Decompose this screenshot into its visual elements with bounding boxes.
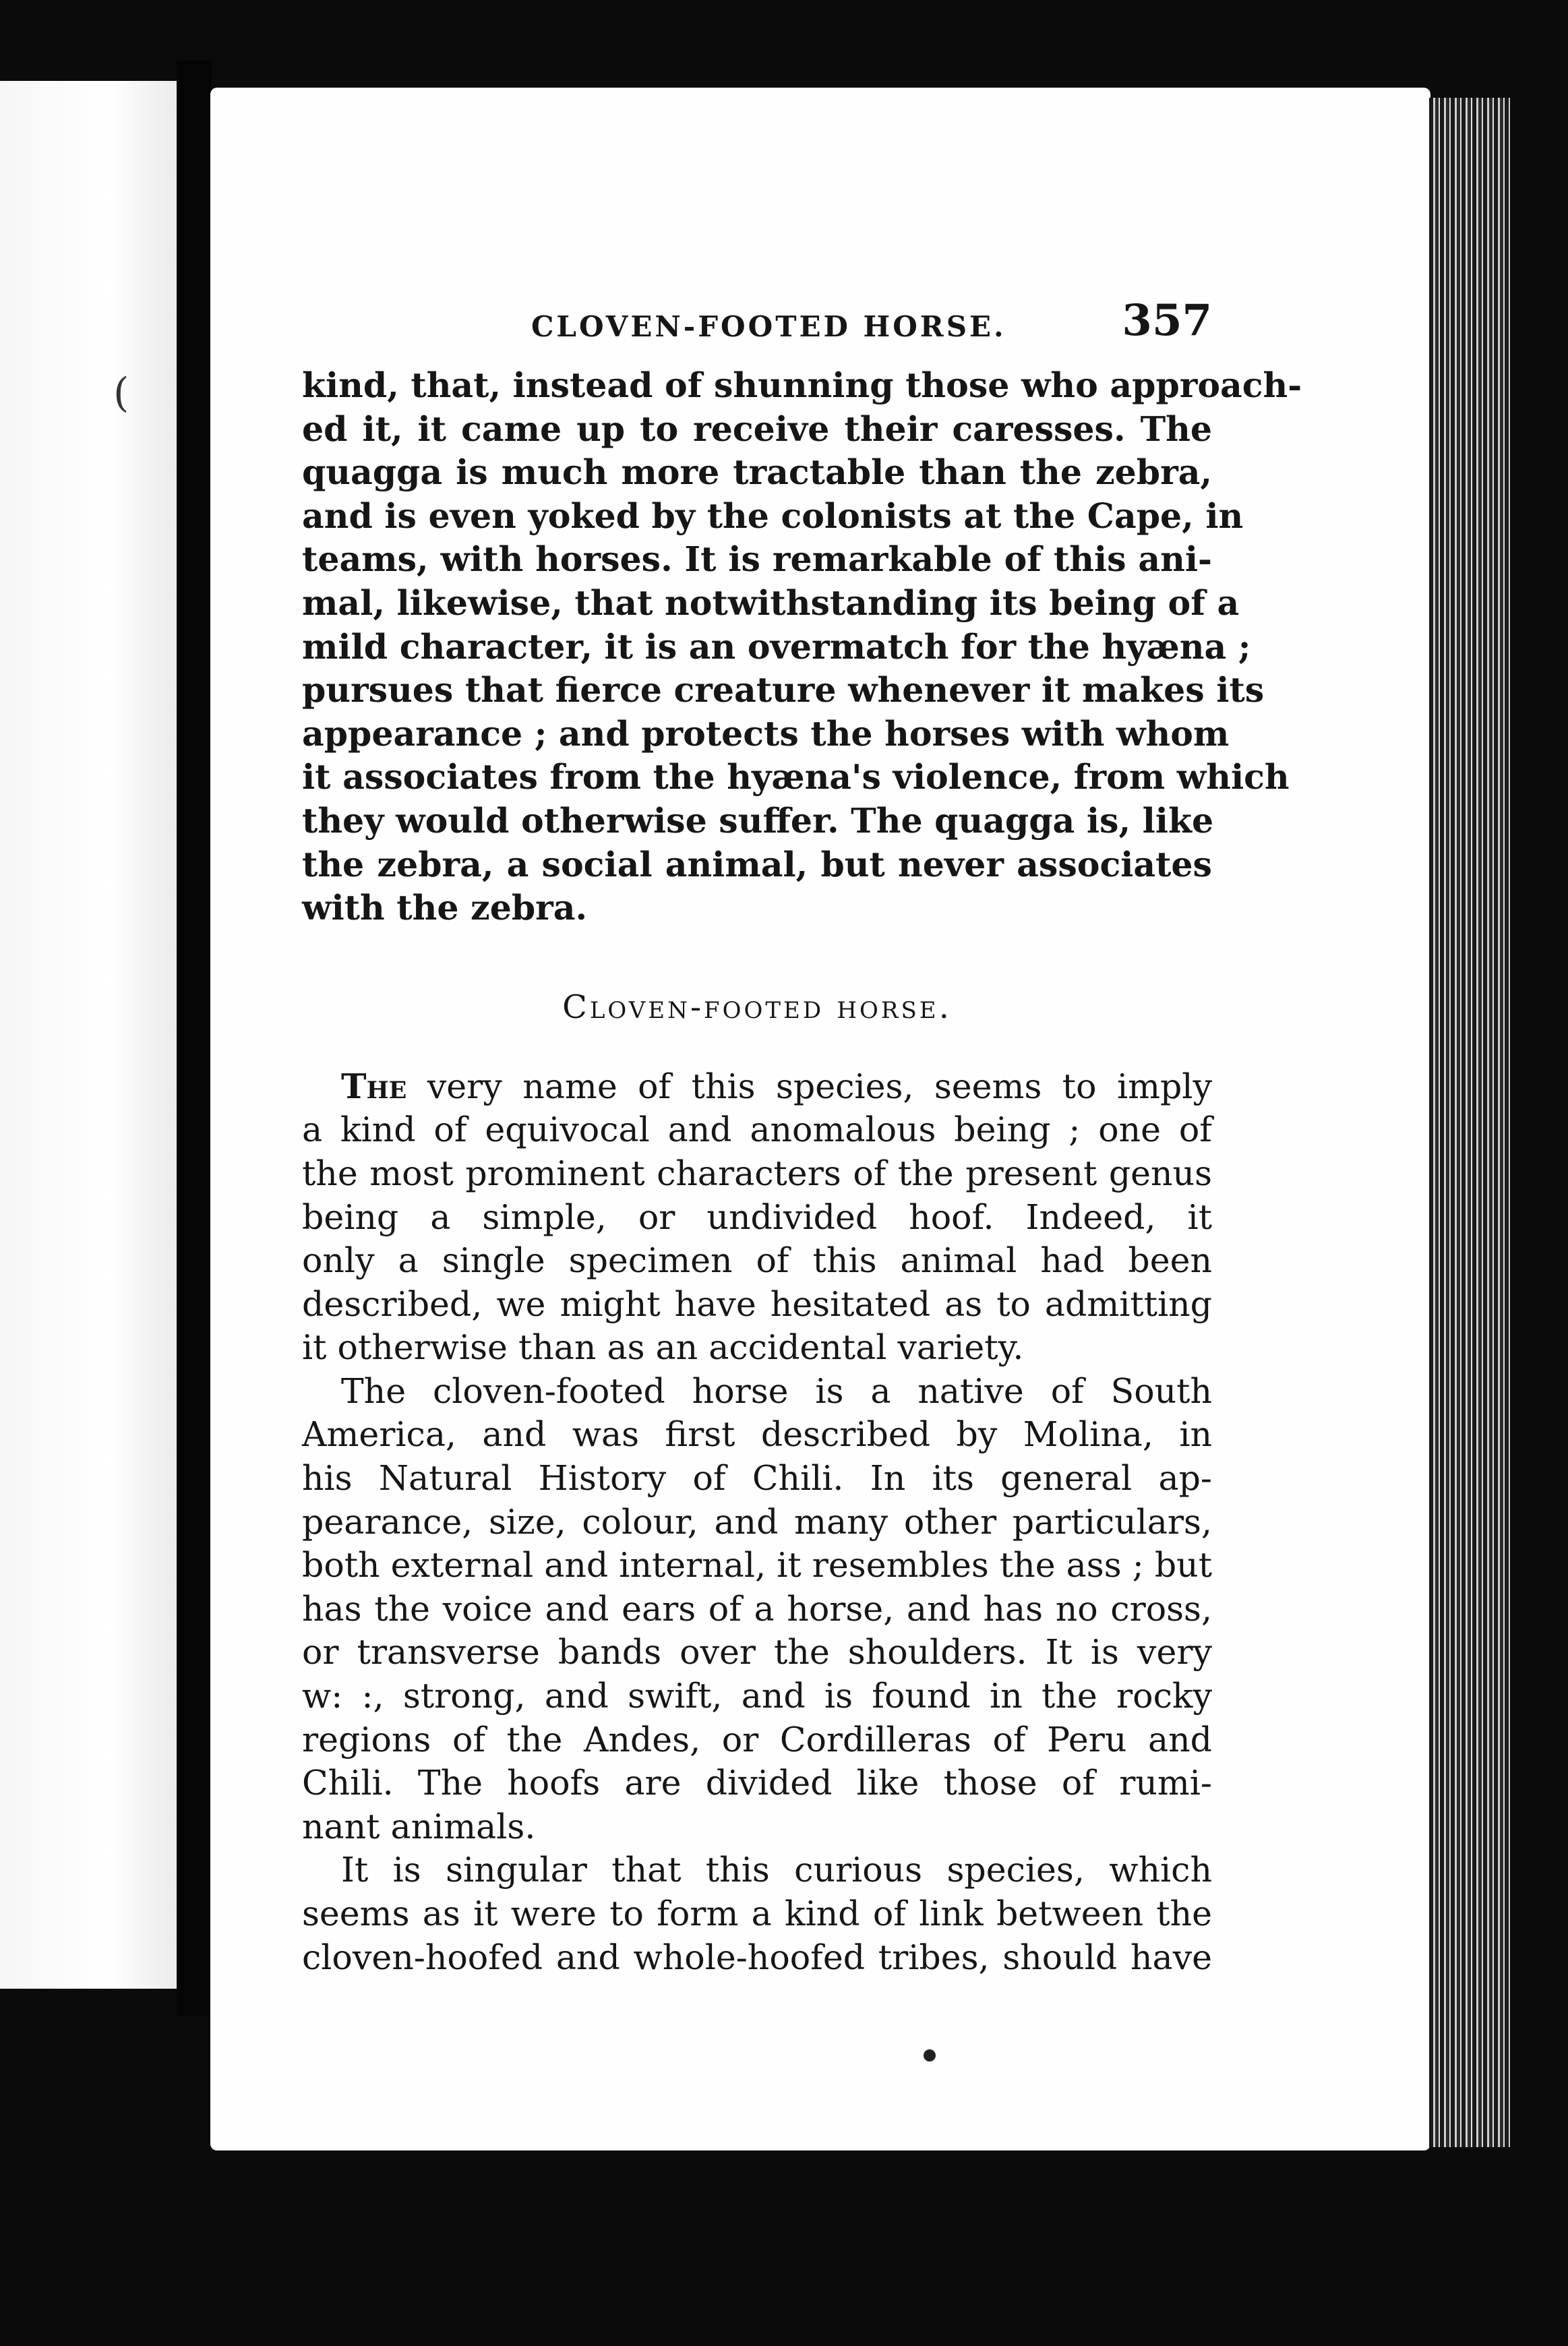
text-line: the zebra, a social animal, but never associates xyxy=(302,844,1212,884)
text-line: and is even yoked by the colonists at the Cape, in xyxy=(302,495,1244,536)
text-line: they would otherwise suffer. The quagga is, like xyxy=(302,800,1214,841)
text-line: Chili. The hoofs are divided like those of rumi- xyxy=(302,1763,1212,1803)
scan-top-background xyxy=(210,0,1568,88)
text-line: kind, that, instead of shunning those who approach- xyxy=(302,365,1302,405)
text-line: the most prominent characters of the present genus xyxy=(302,1153,1212,1193)
paragraph-singular xyxy=(302,1848,1212,1979)
text-line: w: :, strong, and swift, and is found in the rocky xyxy=(302,1676,1212,1716)
text-line: The cloven-footed horse is a native of South xyxy=(341,1371,1212,1411)
text-line: mild character, it is an overmatch for the hyæna ; xyxy=(302,626,1251,667)
text-line: pearance, size, colour, and many other particulars, xyxy=(302,1501,1212,1542)
text-line: appearance ; and protects the horses with whom xyxy=(302,713,1230,754)
text-line: teams, with horses. It is remarkable of this ani- xyxy=(302,539,1212,580)
page-stack-edge xyxy=(1429,98,1510,2147)
text-line: ed it, it came up to receive their caresses. The xyxy=(302,409,1212,449)
running-head xyxy=(302,297,1212,351)
text-line: it otherwise than as an accidental variety. xyxy=(302,1327,1024,1368)
text-line: described, we might have hesitated as to admitting xyxy=(302,1284,1212,1324)
section-heading: Cloven-footed horse. xyxy=(562,988,952,1026)
text-line: being a simple, or undivided hoof. Indeed, it xyxy=(302,1197,1212,1237)
text-line: his Natural History of Chili. In its general ap- xyxy=(302,1458,1212,1499)
text-line xyxy=(302,1065,1212,1109)
text-line: America, and was first described by Molina, in xyxy=(302,1414,1212,1455)
text-line: has the voice and ears of a horse, and has no cross, xyxy=(302,1588,1212,1629)
text-line: it associates from the hyæna's violence, from which xyxy=(302,757,1290,798)
text-line: regions of the Andes, or Cordilleras of Peru and xyxy=(302,1719,1212,1760)
text-line: cloven-hoofed and whole-hoofed tribes, should have xyxy=(302,1937,1212,1977)
text-line: pursues that fierce creature whenever it makes its xyxy=(302,670,1265,711)
running-title: CLOVEN-FOOTED HORSE. xyxy=(531,310,1006,343)
paragraph-description xyxy=(302,1370,1212,1849)
opening-word: The xyxy=(341,1066,407,1106)
book-gutter xyxy=(177,61,212,2016)
text-line: quagga is much more tractable than the zebra, xyxy=(302,452,1212,493)
text-line: a kind of equivocal and anomalous being ; one of xyxy=(302,1110,1212,1150)
text-line: seems as it were to form a kind of link between the xyxy=(302,1894,1212,1933)
text-line: with the zebra. xyxy=(302,888,588,928)
text-line: It is singular that this curious species, which xyxy=(341,1850,1212,1890)
paragraph-quagga xyxy=(302,364,1302,930)
text-line: nant animals. xyxy=(302,1806,536,1846)
text-line: only a single specimen of this animal had been xyxy=(302,1240,1212,1281)
paragraph-intro xyxy=(302,1065,1212,1370)
margin-mark: ( xyxy=(113,369,129,417)
page-number: 357 xyxy=(1122,295,1212,346)
text-line: both external and internal, it resembles the ass ; but xyxy=(302,1545,1212,1586)
page-content xyxy=(302,295,1302,1979)
text-line: mal, likewise, that notwithstanding its being of a xyxy=(302,582,1240,623)
previous-page-edge xyxy=(0,81,182,1989)
ink-spot xyxy=(924,2049,936,2062)
text-line: or transverse bands over the shoulders. It is very xyxy=(302,1632,1212,1673)
opening-line-rest: very name of this species, seems to imply xyxy=(406,1066,1212,1106)
